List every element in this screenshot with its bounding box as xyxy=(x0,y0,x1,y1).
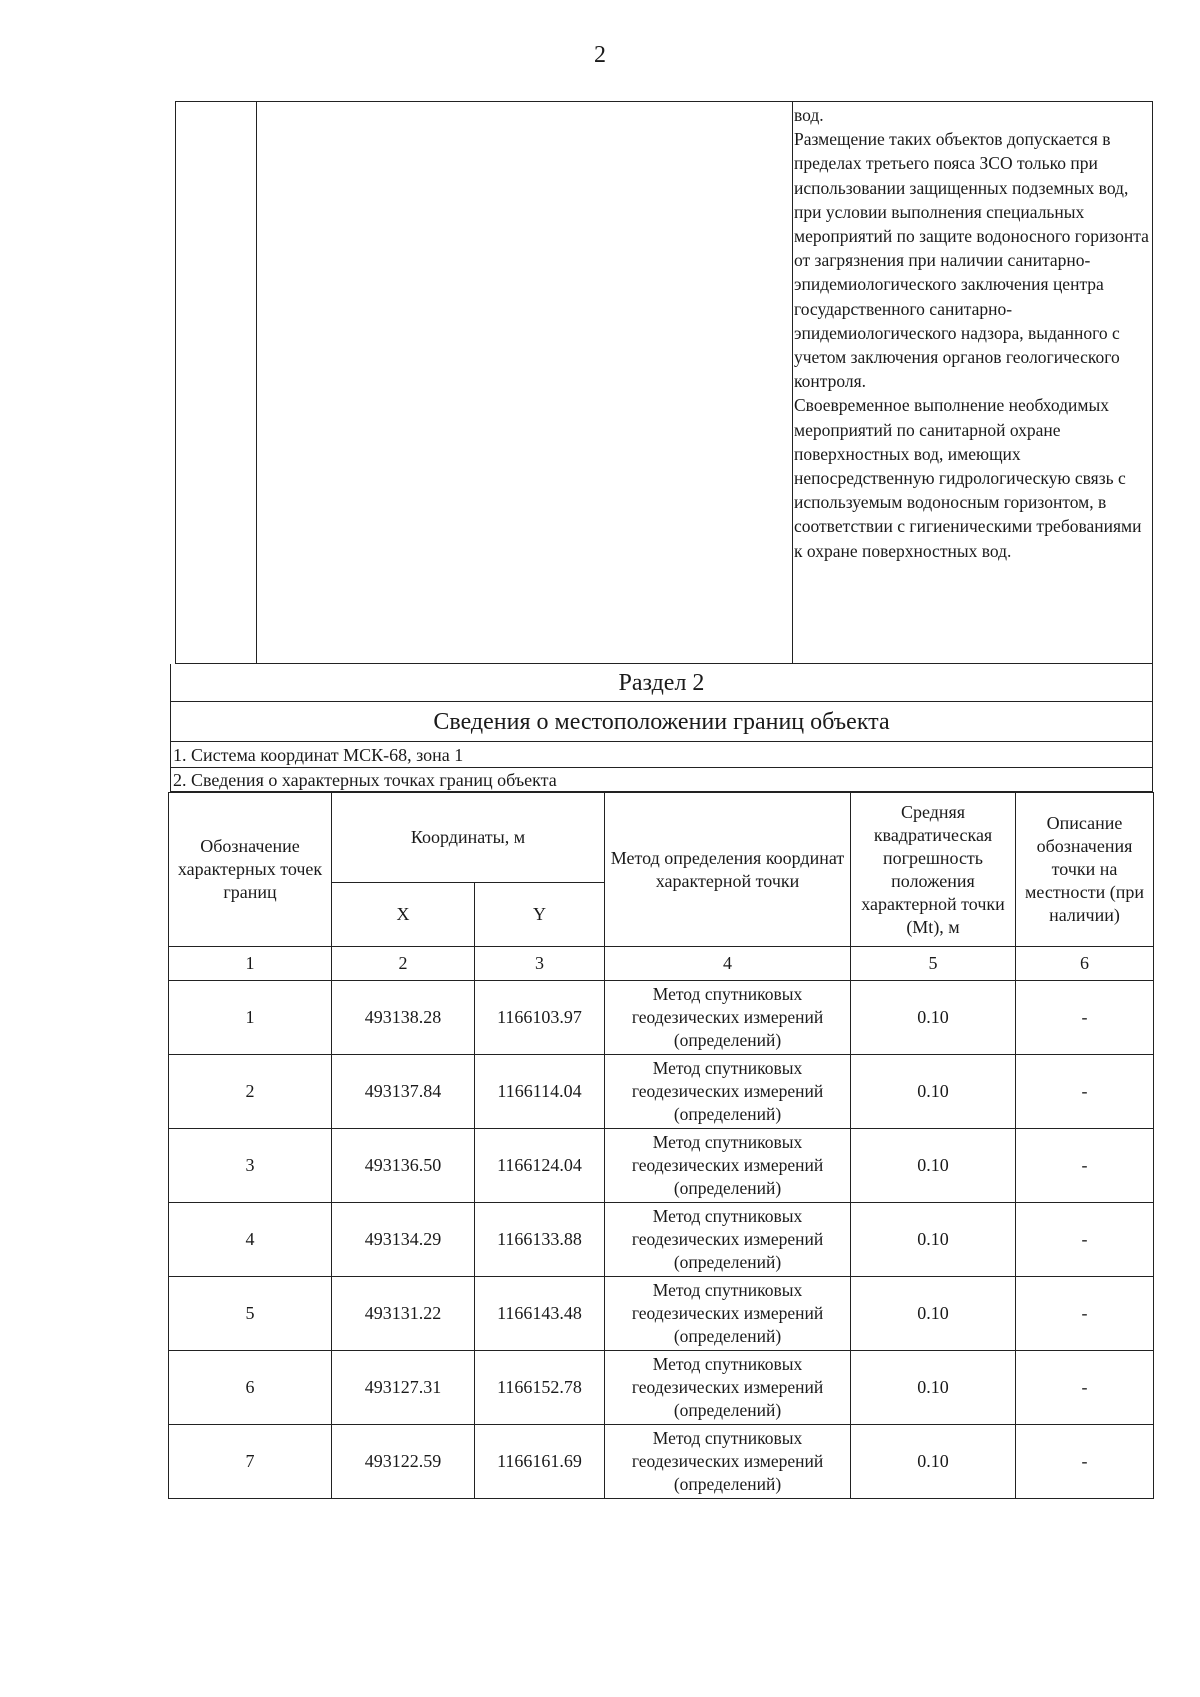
table-row xyxy=(169,1425,1154,1499)
point-method: Метод спутниковых геодезических измерений (определений) xyxy=(605,1277,851,1351)
point-description: - xyxy=(1016,1129,1154,1203)
continuation-paragraph: Размещение таких объектов допускается в пределах третьего пояса ЗСО только при использовании защищенных подземных вод, при условии выполнения специальных мероприятий по защите водоносного горизонта от загрязнения при наличии санитарно-эпидемиологического заключения центра государственного санитарно-эпидемиологического надзора, выданного с учетом заключения органов геологического контроля. xyxy=(794,129,1149,392)
header-description: Описание обозначения точки на местности (при наличии) xyxy=(1016,793,1154,947)
table-row xyxy=(169,1203,1154,1277)
point-id: 2 xyxy=(169,1055,332,1129)
continuation-paragraph: Своевременное выполнение необходимых мероприятий по санитарной охране поверхностных вод, имеющих непосредственную гидрологическую связь с используемым водоносным горизонтом, в соответствии с гигиеническими требованиями к охране поверхностных вод. xyxy=(794,395,1142,561)
points-caption: 2. Сведения о характерных точках границ объекта xyxy=(170,768,1153,792)
section-title: Раздел 2 xyxy=(170,664,1153,702)
column-number: 2 xyxy=(332,947,475,981)
point-x: 493127.31 xyxy=(332,1351,475,1425)
point-id: 7 xyxy=(169,1425,332,1499)
column-number: 5 xyxy=(851,947,1016,981)
point-x: 493131.22 xyxy=(332,1277,475,1351)
continuation-table xyxy=(175,101,1153,664)
point-x: 493134.29 xyxy=(332,1203,475,1277)
point-mt: 0.10 xyxy=(851,1425,1016,1499)
point-description: - xyxy=(1016,1425,1154,1499)
point-y: 1166152.78 xyxy=(475,1351,605,1425)
page-number: 2 xyxy=(594,42,606,68)
point-mt: 0.10 xyxy=(851,1203,1016,1277)
point-method: Метод спутниковых геодезических измерений (определений) xyxy=(605,1203,851,1277)
point-y: 1166133.88 xyxy=(475,1203,605,1277)
table-row xyxy=(169,1055,1154,1129)
point-y: 1166114.04 xyxy=(475,1055,605,1129)
point-mt: 0.10 xyxy=(851,1129,1016,1203)
point-description: - xyxy=(1016,1203,1154,1277)
point-mt: 0.10 xyxy=(851,1055,1016,1129)
header-x: X xyxy=(332,883,475,947)
continuation-col-1 xyxy=(176,102,257,663)
point-y: 1166103.97 xyxy=(475,981,605,1055)
point-method: Метод спутниковых геодезических измерений (определений) xyxy=(605,981,851,1055)
point-x: 493122.59 xyxy=(332,1425,475,1499)
header-y: Y xyxy=(475,883,605,947)
header-coordinates: Координаты, м xyxy=(332,793,605,883)
point-id: 6 xyxy=(169,1351,332,1425)
continuation-col-2 xyxy=(256,102,793,663)
point-y: 1166143.48 xyxy=(475,1277,605,1351)
point-x: 493136.50 xyxy=(332,1129,475,1203)
point-description: - xyxy=(1016,1277,1154,1351)
point-method: Метод спутниковых геодезических измерений (определений) xyxy=(605,1425,851,1499)
continuation-col-3 xyxy=(792,102,1152,663)
boundary-points-table xyxy=(168,792,1154,1499)
table-row xyxy=(169,1277,1154,1351)
point-method: Метод спутниковых геодезических измерений (определений) xyxy=(605,1055,851,1129)
table-row xyxy=(169,1351,1154,1425)
point-id: 4 xyxy=(169,1203,332,1277)
point-id: 1 xyxy=(169,981,332,1055)
column-number: 3 xyxy=(475,947,605,981)
continuation-text-line: вод. xyxy=(794,105,824,125)
coord-system-line: 1. Система координат МСК-68, зона 1 xyxy=(170,742,1153,768)
point-mt: 0.10 xyxy=(851,1277,1016,1351)
table-row xyxy=(169,981,1154,1055)
point-mt: 0.10 xyxy=(851,1351,1016,1425)
header-error: Средняя квадратическая погрешность положения характерной точки (Mt), м xyxy=(851,793,1016,947)
header-designation: Обозначение характерных точек границ xyxy=(169,793,332,947)
point-method: Метод спутниковых геодезических измерений (определений) xyxy=(605,1351,851,1425)
point-id: 3 xyxy=(169,1129,332,1203)
column-number: 4 xyxy=(605,947,851,981)
column-number: 1 xyxy=(169,947,332,981)
point-description: - xyxy=(1016,981,1154,1055)
point-method: Метод спутниковых геодезических измерений (определений) xyxy=(605,1129,851,1203)
point-mt: 0.10 xyxy=(851,981,1016,1055)
point-description: - xyxy=(1016,1055,1154,1129)
point-y: 1166161.69 xyxy=(475,1425,605,1499)
point-y: 1166124.04 xyxy=(475,1129,605,1203)
column-number: 6 xyxy=(1016,947,1154,981)
section-subtitle: Сведения о местоположении границ объекта xyxy=(170,702,1153,742)
point-description: - xyxy=(1016,1351,1154,1425)
header-method: Метод определения координат характерной точки xyxy=(605,793,851,947)
point-x: 493138.28 xyxy=(332,981,475,1055)
table-row xyxy=(169,1129,1154,1203)
point-x: 493137.84 xyxy=(332,1055,475,1129)
point-id: 5 xyxy=(169,1277,332,1351)
